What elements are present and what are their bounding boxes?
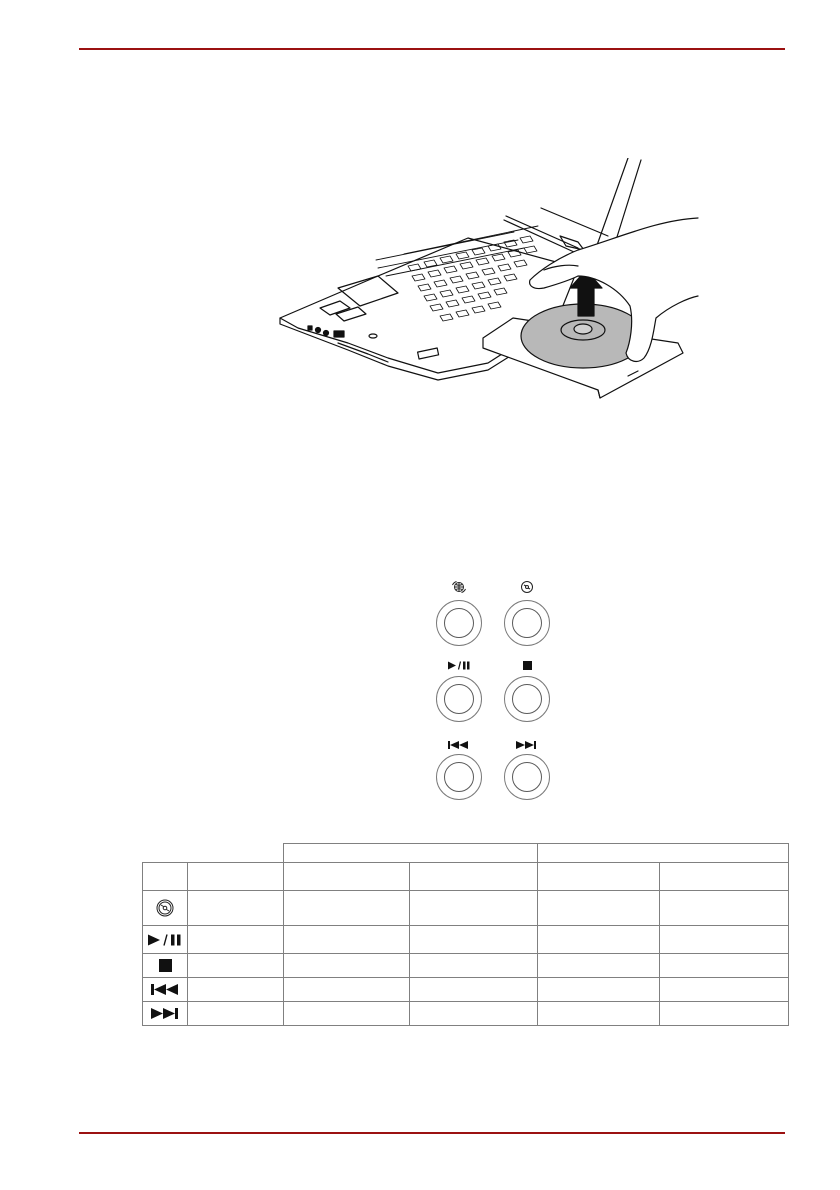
internet-icon xyxy=(436,580,482,594)
table-cell xyxy=(410,1002,538,1026)
table-cell xyxy=(538,978,660,1002)
table-cell xyxy=(538,954,660,978)
table-cell xyxy=(188,978,284,1002)
table-column-header xyxy=(410,863,538,891)
table-cell xyxy=(284,926,410,954)
table-cell xyxy=(410,954,538,978)
play-pause-icon xyxy=(436,658,482,672)
table-icon-cell xyxy=(143,978,188,1002)
stop-icon xyxy=(159,959,172,972)
table-row xyxy=(143,1002,789,1026)
table-cell xyxy=(284,978,410,1002)
table-cell xyxy=(410,926,538,954)
table-cell xyxy=(188,926,284,954)
header-rule xyxy=(79,48,785,50)
next-track-icon xyxy=(151,1008,179,1019)
table-cell xyxy=(188,1002,284,1026)
table-cell xyxy=(410,978,538,1002)
table-cell xyxy=(410,891,538,926)
media-control-buttons-panel xyxy=(430,572,560,807)
stop-icon xyxy=(504,658,550,672)
table-icon-cell xyxy=(143,926,188,954)
table-icon-cell xyxy=(143,954,188,978)
table-cell xyxy=(538,891,660,926)
table-corner-blank xyxy=(143,844,188,863)
previous-track-icon xyxy=(436,738,482,752)
cd-dvd-icon xyxy=(504,580,550,594)
table-column-header xyxy=(188,863,284,891)
table-column-header xyxy=(143,863,188,891)
table-cell xyxy=(284,954,410,978)
table-cell xyxy=(284,1002,410,1026)
next-track-button[interactable] xyxy=(504,754,550,800)
table-cell xyxy=(188,954,284,978)
table-cell xyxy=(660,1002,789,1026)
table-corner-blank xyxy=(188,844,284,863)
table-cell xyxy=(660,954,789,978)
table-icon-cell xyxy=(143,891,188,926)
footer-rule xyxy=(79,1132,785,1134)
disc-removal-illustration xyxy=(278,158,718,403)
table-column-header xyxy=(660,863,789,891)
table-cell xyxy=(188,891,284,926)
next-track-icon xyxy=(504,738,550,752)
table-header-row xyxy=(143,863,789,891)
cd-dvd-button[interactable] xyxy=(504,600,550,646)
table-icon-cell xyxy=(143,1002,188,1026)
table-cell xyxy=(538,1002,660,1026)
previous-track-button[interactable] xyxy=(436,754,482,800)
table-row xyxy=(143,954,789,978)
table-row xyxy=(143,891,789,926)
button-function-table xyxy=(142,843,789,1026)
play-pause-icon xyxy=(147,934,183,946)
table-column-header xyxy=(538,863,660,891)
previous-track-icon xyxy=(151,984,179,995)
table-cell xyxy=(538,926,660,954)
table-cell xyxy=(660,891,789,926)
table-cell xyxy=(660,978,789,1002)
stop-button[interactable] xyxy=(504,676,550,722)
table-group-header xyxy=(538,844,789,863)
table-row xyxy=(143,978,789,1002)
table-group-header xyxy=(284,844,538,863)
table-row xyxy=(143,926,789,954)
internet-button[interactable] xyxy=(436,600,482,646)
table-cell xyxy=(660,926,789,954)
table-group-header-row xyxy=(143,844,789,863)
table-cell xyxy=(284,891,410,926)
play-pause-button[interactable] xyxy=(436,676,482,722)
table-column-header xyxy=(284,863,410,891)
cd-dvd-icon xyxy=(156,899,174,917)
